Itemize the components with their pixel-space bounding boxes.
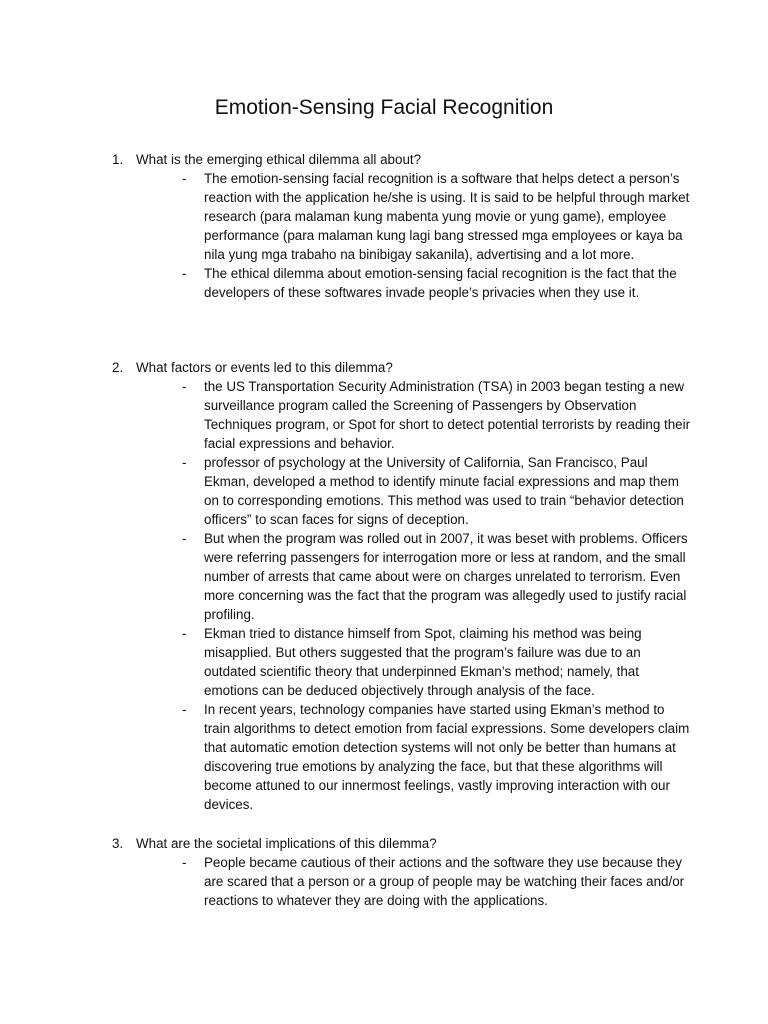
answer-bullet — [182, 377, 692, 453]
bullet-dash: - — [182, 855, 187, 870]
bullet-text: In recent years, technology companies have started using Ekman’s method to train algorithms to detect emotion from facial expressions. Some developers claim that automatic emotion detection systems will not only be better than humans at discovering true emotions by analyzing the face, but that these algorithms will become attuned to our innermost feelings, vastly improving interaction with our devices. — [204, 702, 690, 812]
answer-bullet — [182, 169, 692, 264]
answer-list — [182, 169, 692, 302]
question-number: 3. — [112, 836, 124, 851]
answer-list — [182, 377, 692, 814]
bullet-text: The emotion-sensing facial recognition is a software that helps detect a person’s reaction with the application he/she is using. It is said to be helpful through market research (para malaman kung mabenta yung movie or yung game), employee performance (para malaman kung lagi bang stressed mga employees or kaya ba nila yung mga trabaho na binibigay sakanila), advertising and a lot more. — [204, 171, 690, 262]
bullet-text: The ethical dilemma about emotion-sensing facial recognition is the fact that the developers of these softwares invade people’s privacies when they use it. — [204, 266, 677, 300]
bullet-dash: - — [182, 626, 187, 641]
answer-bullet — [182, 624, 692, 700]
question-number: 1. — [112, 152, 124, 167]
bullet-text: the US Transportation Security Administration (TSA) in 2003 began testing a new surveillance program called the Screening of Passengers by Observation Techniques program, or Spot for short to detect potential terrorists by reading their facial expressions and behavior. — [204, 379, 691, 451]
question-text: What are the societal implications of this dilemma? — [136, 836, 437, 851]
answer-bullet — [182, 264, 692, 302]
answer-bullet — [182, 853, 692, 910]
question-text: What factors or events led to this dilemma? — [136, 360, 393, 375]
question-text: What is the emerging ethical dilemma all about? — [136, 152, 422, 167]
answer-bullet — [182, 529, 692, 624]
bullet-text: professor of psychology at the University of California, San Francisco, Paul Ekman, developed a method to identify minute facial expressions and map them on to corresponding emotions. This method was used to train “behavior detection officers” to scan faces for signs of deception. — [204, 455, 684, 527]
bullet-dash: - — [182, 531, 187, 546]
answer-list — [182, 853, 692, 910]
bullet-dash: - — [182, 455, 187, 470]
answer-bullet — [182, 453, 692, 529]
bullet-dash: - — [182, 379, 187, 394]
bullet-dash: - — [182, 171, 187, 186]
bullet-text: Ekman tried to distance himself from Spot, claiming his method was being misapplied. But others suggested that the program’s failure was due to an outdated scientific theory that underpinned Ekman’s method; namely, that emotions can be deduced objectively through analysis of the face. — [204, 626, 642, 698]
document-title: Emotion-Sensing Facial Recognition — [214, 96, 554, 119]
bullet-dash: - — [182, 702, 187, 717]
bullet-text: People became cautious of their actions and the software they use because they are scared that a person or a group of people may be watching their faces and/or reactions to whatever they are doing with the applications. — [204, 855, 685, 908]
bullet-dash: - — [182, 266, 187, 281]
bullet-text: But when the program was rolled out in 2007, it was beset with problems. Officers were referring passengers for interrogation more or less at random, and the small number of arrests that came about were on charges unrelated to terrorism. Even more concerning was the fact that the program was allegedly used to justify racial profiling. — [204, 531, 688, 622]
question-number: 2. — [112, 360, 124, 375]
answer-bullet — [182, 700, 692, 814]
